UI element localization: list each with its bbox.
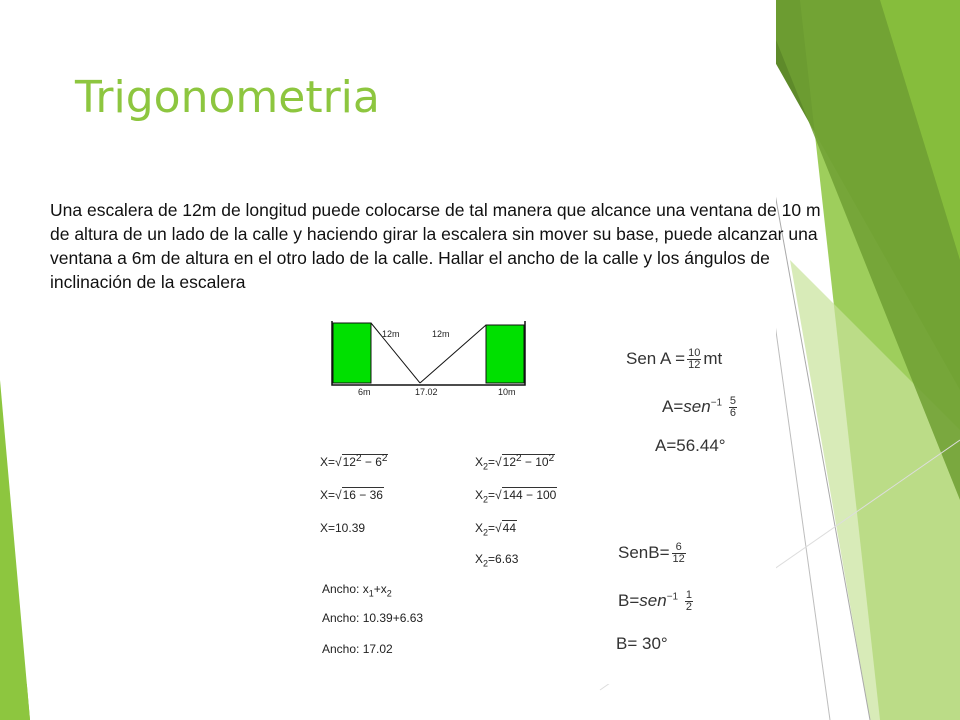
calc-right-line-3: $X_2=√44$ xyxy=(475,521,516,538)
angle-a-line-2: A=sen$^{-1}$ $\frac{5}{6}$ xyxy=(662,395,736,419)
calc-right-line-4: $X_2=6.63$ xyxy=(475,552,519,569)
angle-b-line-3: B= 30° xyxy=(616,634,668,653)
calc-left-line-1: $X=√12^2 - 6^2$ xyxy=(320,453,388,469)
ancho-line-2: Ancho: 10.39+6.63 xyxy=(322,611,424,625)
angle-b-line-1: SenB= $\frac{6}{12}$ xyxy=(618,541,685,565)
ladder-right xyxy=(420,325,486,383)
ladder-figure xyxy=(320,315,540,400)
calc-left-line-3: X=10.39 xyxy=(320,521,366,535)
right-building xyxy=(486,325,524,383)
left-building xyxy=(333,323,371,383)
calc-right-line-1: $X_2=√12^2 - 10^2$ xyxy=(475,453,555,472)
ladder-left-label: 12m xyxy=(382,329,400,339)
ladder-right-label: 12m xyxy=(432,329,450,339)
angle-b-line-2: B=sen$^{-1}$ $\frac{1}{2}$ xyxy=(618,589,692,613)
ancho-line-1: Ancho: $x_1+x_2$ xyxy=(322,582,392,599)
angle-a-line-3: A=56.44° xyxy=(655,436,726,455)
calc-left-line-2: X=√16 − 36 xyxy=(320,488,383,502)
angle-a-line-1: Sen A = $\frac{10}{12}$ mt xyxy=(626,347,723,371)
left-height-label: 6m xyxy=(358,387,371,397)
problem-statement: Una escalera de 12m de longitud puede colocarse de tal manera que alcance una ventana de 10 m de altura de un lado de la calle y haciendo girar la escalera sin mover su base, puede alcanzar una ventana a 6m de altura en el otro lado de la calle. Hallar el ancho de la calle y los ángulos de inclinación de la escalera xyxy=(50,200,821,292)
calc-right-line-2: $X_2=√144 - 100$ xyxy=(475,488,557,505)
slide-title: Trigonometria xyxy=(75,72,380,123)
right-height-label: 10m xyxy=(498,387,516,397)
street-width-label: 17.02 xyxy=(415,387,438,397)
ancho-line-3: Ancho: 17.02 xyxy=(322,642,393,656)
